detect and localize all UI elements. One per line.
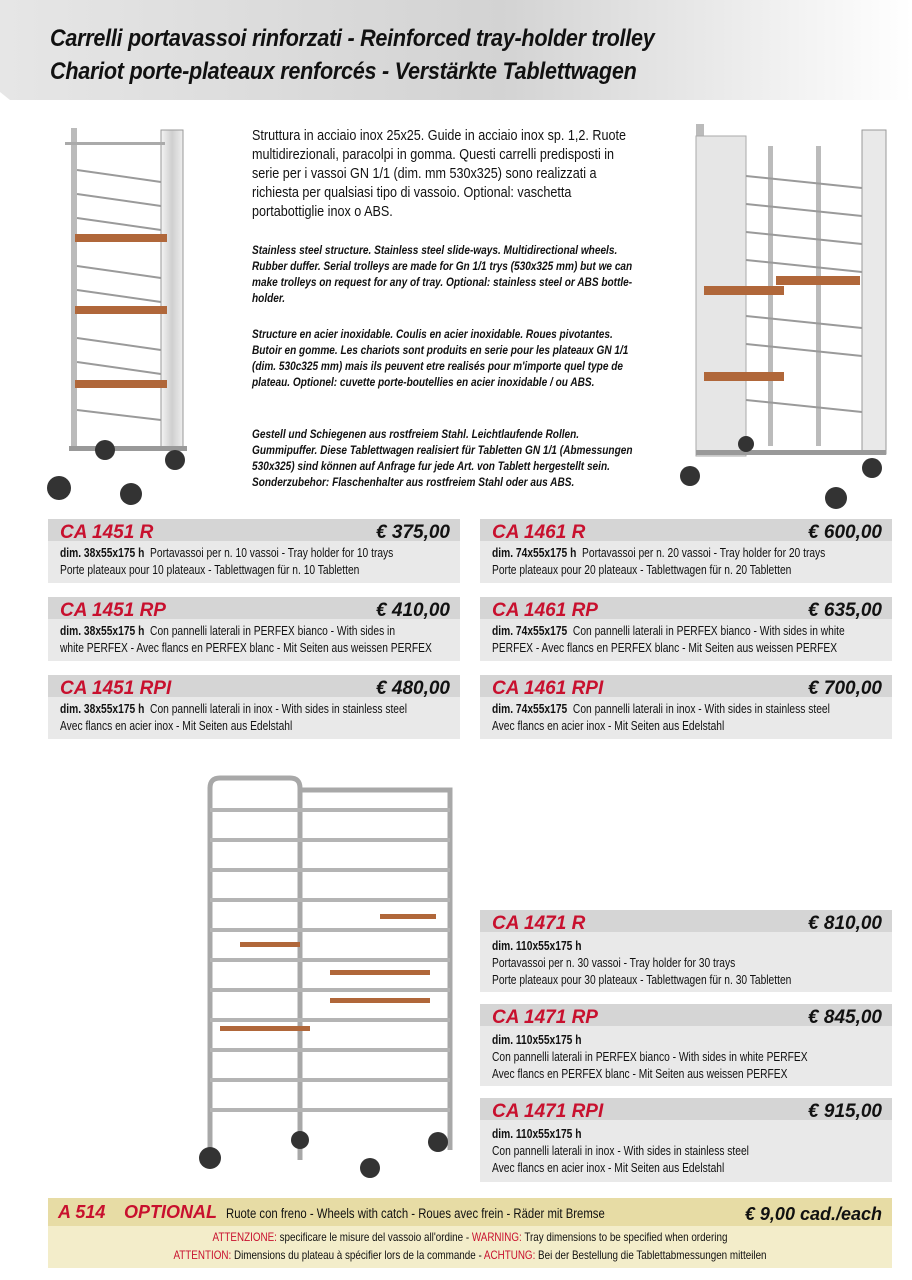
product-box-ca1451rp bbox=[48, 597, 460, 661]
optional-text: Ruote con freno - Wheels with catch - Roues avec frein - Räder mit Bremse bbox=[226, 1206, 605, 1221]
product-box-ca1471r bbox=[480, 910, 892, 992]
product-code: CA 1471 RPI bbox=[492, 1101, 604, 1122]
product-line2: white PERFEX - Avec flancs en PERFEX blanc - Mit Seiten aus weissen PERFEX bbox=[60, 641, 432, 655]
trolley-10-trays-image bbox=[45, 120, 190, 510]
product-dim: dim. 38x55x175 h bbox=[60, 624, 145, 638]
product-price: € 480,00 bbox=[376, 678, 450, 699]
product-price: € 600,00 bbox=[808, 522, 882, 543]
product-line2: Porte plateaux pour 30 plateaux - Tablettwagen für n. 30 Tabletten bbox=[492, 973, 792, 987]
product-line1: Portavassoi per n. 30 vassoi - Tray holder for 30 trays bbox=[492, 956, 736, 970]
page-title-line2: Chariot porte-plateaux renforcés - Verstärkte Tablettwagen bbox=[50, 58, 637, 85]
product-line2: Avec flancs en acier inox - Mit Seiten aus Edelstahl bbox=[492, 719, 725, 733]
warning-line1 bbox=[124, 1230, 816, 1244]
product-line2: Avec flancs en PERFEX blanc - Mit Seiten aus weissen PERFEX bbox=[492, 1067, 788, 1081]
product-price: € 810,00 bbox=[808, 913, 882, 934]
product-code: CA 1451 RP bbox=[60, 600, 166, 621]
product-price: € 915,00 bbox=[808, 1101, 882, 1122]
product-box-ca1471rp bbox=[480, 1004, 892, 1086]
product-box-ca1471rpi bbox=[480, 1098, 892, 1182]
product-line1: dim. 38x55x175 h Portavassoi per n. 10 vassoi - Tray holder for 10 trays bbox=[60, 546, 394, 560]
product-dim: dim. 110x55x175 h bbox=[492, 939, 582, 953]
product-code: CA 1471 RP bbox=[492, 1007, 598, 1028]
product-line2: Porte plateaux pour 20 plateaux - Tablettwagen für n. 20 Tabletten bbox=[492, 563, 792, 577]
product-price: € 845,00 bbox=[808, 1007, 882, 1028]
trolley-30-trays-image bbox=[180, 770, 460, 1180]
product-dim: dim. 110x55x175 h bbox=[492, 1127, 582, 1141]
product-line2: PERFEX - Avec flancs en PERFEX blanc - Mit Seiten aus weissen PERFEX bbox=[492, 641, 838, 655]
product-box-ca1451rpi bbox=[48, 675, 460, 739]
description-english: Stainless steel structure. Stainless steel slide-ways. Multidirectional wheels. Rubber duffer. Serial trolleys are made for Gn 1/1 trys (530x325 mm) but we can make trolleys on request for any of tray. Optional: stainless steel or ABS bottle-holder. bbox=[252, 243, 633, 305]
page-title-line1: Carrelli portavassoi rinforzati - Reinforced tray-holder trolley bbox=[50, 25, 655, 52]
product-code: CA 1461 RP bbox=[492, 600, 598, 621]
product-code: CA 1461 RPI bbox=[492, 678, 604, 699]
product-box-ca1451r bbox=[48, 519, 460, 583]
product-dim: dim. 38x55x175 h bbox=[60, 546, 145, 560]
product-price: € 410,00 bbox=[376, 600, 450, 621]
product-line2: Avec flancs en acier inox - Mit Seiten aus Edelstahl bbox=[492, 1161, 725, 1175]
product-line1: dim. 38x55x175 h Con pannelli laterali in inox - With sides in stainless steel bbox=[60, 702, 407, 716]
warning-line2 bbox=[124, 1248, 816, 1262]
product-code: CA 1451 R bbox=[60, 522, 154, 543]
attention-label: ATTENTION: bbox=[173, 1248, 232, 1262]
product-code: CA 1471 R bbox=[492, 913, 586, 934]
optional-code: A 514 bbox=[58, 1202, 106, 1222]
product-line1: Con pannelli laterali in PERFEX bianco - With sides in white PERFEX bbox=[492, 1050, 808, 1064]
description-italian: Struttura in acciaio inox 25x25. Guide in acciaio inox sp. 1,2. Ruote multidirezionali, paracolpi in gomma. Questi carrelli predisposti in serie per i vassoi GN 1/1 (dim. mm 530x325) sono realizzati a richiesta per qualsiasi tipo di vassoio. Optional: vaschetta portabottiglie inox o ABS. bbox=[252, 127, 627, 220]
warning-text: Tray dimensions to be specified when ordering bbox=[524, 1230, 728, 1244]
product-box-ca1461rp bbox=[480, 597, 892, 661]
product-line2: Porte plateaux pour 10 plateaux - Tablettwagen für n. 10 Tabletten bbox=[60, 563, 360, 577]
product-box-ca1461r bbox=[480, 519, 892, 583]
description-german: Gestell und Schiegenen aus rostfreiem Stahl. Leichtlaufende Rollen. Gummipuffer. Diese Tablettwagen realisiert für Tabletten GN 1/1 (Abmessungen 530x325) sind können auf Anfrage fur jede Art. von Tablett hergestellt sein. Sonderzubehor: Flaschenhalter aus rostfreiem Stahl oder aus ABS. bbox=[252, 427, 633, 489]
product-code: CA 1451 RPI bbox=[60, 678, 172, 699]
achtung-label: ACHTUNG: bbox=[483, 1248, 536, 1262]
product-line1: dim. 74x55x175 Con pannelli laterali in PERFEX bianco - With sides in white bbox=[492, 624, 845, 638]
product-price: € 700,00 bbox=[808, 678, 882, 699]
product-line2: Avec flancs en acier inox - Mit Seiten aus Edelstahl bbox=[60, 719, 293, 733]
product-line1: dim. 74x55x175 h Portavassoi per n. 20 vassoi - Tray holder for 20 trays bbox=[492, 546, 826, 560]
optional-label: OPTIONAL bbox=[124, 1202, 217, 1222]
product-dim: dim. 110x55x175 h bbox=[492, 1033, 582, 1047]
attenzione-text: specificare le misure del vassoio all'ordine - bbox=[279, 1230, 470, 1244]
product-dim: dim. 38x55x175 h bbox=[60, 702, 145, 716]
product-box-ca1461rpi bbox=[480, 675, 892, 739]
attenzione-label: ATTENZIONE: bbox=[212, 1230, 277, 1244]
achtung-text: Bei der Bestellung die Tablettabmessungen mitteilen bbox=[538, 1248, 767, 1262]
product-price: € 635,00 bbox=[808, 600, 882, 621]
optional-price: € 9,00 cad./each bbox=[744, 1204, 882, 1224]
optional-section bbox=[48, 1198, 892, 1268]
product-dim: dim. 74x55x175 bbox=[492, 702, 568, 716]
attention-text: Dimensions du plateau à spécifier lors de la commande - bbox=[233, 1248, 482, 1262]
trolley-20-trays-image bbox=[676, 116, 891, 511]
description-french: Structure en acier inoxidable. Coulis en acier inoxidable. Roues pivotantes. Butoir en gomme. Les chariots sont produits en serie pour les plateaux GN 1/1 (dim. 530c325 mm) mais ils peuvent etre realisés pour m'importe quel type de plateau. Optionel: cuvette porte-boutellies en acier inoxidable / ou ABS. bbox=[252, 327, 629, 389]
product-dim: dim. 74x55x175 bbox=[492, 624, 568, 638]
product-line1: dim. 74x55x175 Con pannelli laterali in inox - With sides in stainless steel bbox=[492, 702, 830, 716]
product-dim: dim. 74x55x175 h bbox=[492, 546, 577, 560]
product-line1: dim. 38x55x175 h Con pannelli laterali in PERFEX bianco - With sides in bbox=[60, 624, 396, 638]
product-code: CA 1461 R bbox=[492, 522, 586, 543]
warning-label: WARNING: bbox=[471, 1230, 522, 1244]
product-price: € 375,00 bbox=[376, 522, 450, 543]
product-line1: Con pannelli laterali in inox - With sides in stainless steel bbox=[492, 1144, 749, 1158]
